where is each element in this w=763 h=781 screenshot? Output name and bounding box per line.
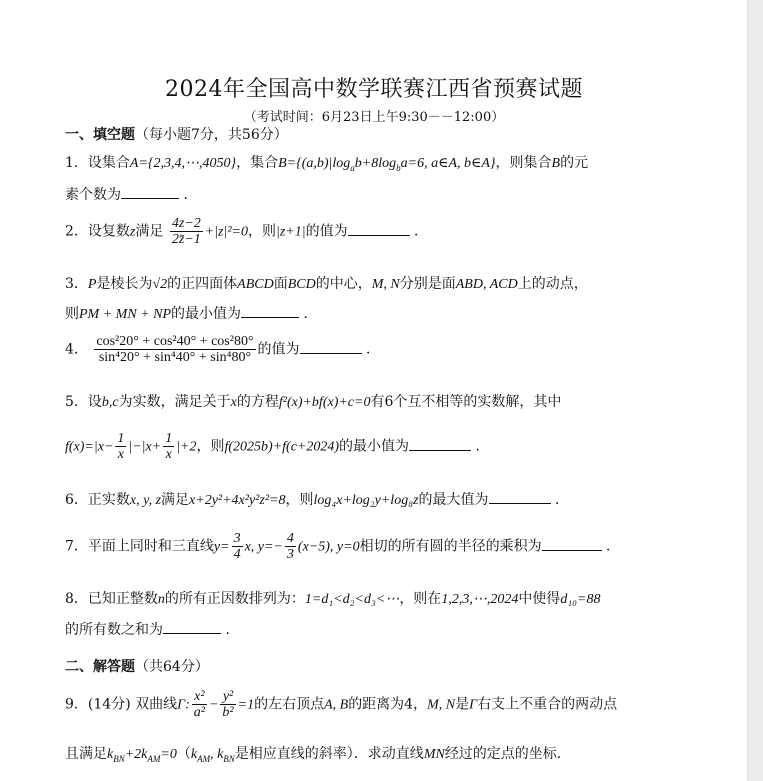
math: 1=d₁<d₂<d₃<⋯	[304, 592, 400, 607]
text: 则	[65, 306, 79, 322]
document-title: 2024年全国高中数学联赛江西省预赛试题	[165, 77, 583, 102]
section-heading-fill-in	[65, 124, 735, 144]
answer-blank	[542, 538, 602, 551]
section-note: （每小题7分，共56分）	[135, 127, 288, 143]
text: 是	[455, 696, 470, 713]
fraction-denominator: x	[117, 447, 124, 462]
math: =1	[237, 697, 255, 713]
text: 中使得	[518, 591, 561, 607]
math: +2k	[124, 747, 148, 762]
math: log₄x+log₂y+log₈z	[313, 493, 419, 508]
fraction	[285, 531, 296, 562]
math: f(2025b)+f(c+2024)	[224, 439, 340, 455]
text: ，则集合	[495, 155, 552, 171]
math: a=6, a∈A, b∈A}	[400, 156, 496, 171]
math: −	[208, 697, 219, 713]
text: 的值为	[305, 223, 348, 240]
answer-blank	[241, 305, 299, 318]
text: ，则	[285, 492, 314, 508]
exam-time: （考试时间：6月23日上午9:30－－12:00）	[243, 110, 505, 125]
text: 平面上同时和三直线	[87, 538, 214, 555]
math: B	[551, 156, 561, 171]
text: 为实数，满足关于	[118, 394, 231, 410]
math: +|z|²=0	[204, 224, 248, 240]
math-subscript: AM	[147, 753, 161, 764]
math: |z+1|	[275, 224, 306, 240]
question-number: 4．	[65, 341, 88, 358]
math: 1,2,3,⋯,2024	[441, 592, 519, 607]
text: ．	[366, 341, 380, 358]
question-9	[65, 689, 735, 720]
text: 的值为	[257, 341, 300, 358]
answer-blank	[121, 186, 179, 199]
text: （	[176, 746, 191, 762]
math: BCD	[287, 277, 316, 292]
question-5-cont	[65, 431, 735, 462]
math: √2	[152, 277, 168, 292]
section-title: 一、填空题	[65, 127, 135, 143]
math-subscript: a	[350, 162, 355, 173]
fraction-denominator: sin⁴20° + sin⁴40° + sin⁴80°	[98, 350, 252, 365]
question-number: 2．	[65, 223, 88, 240]
text: 经过的定点的坐标．	[444, 746, 571, 762]
fraction-denominator: 4	[233, 547, 241, 562]
fraction-numerator: y²	[220, 689, 235, 705]
text: 相切的所有圆的半径的乘积为	[359, 538, 542, 555]
question-number: 1．	[65, 155, 88, 171]
text: 是棱长为	[96, 276, 153, 292]
text: 满足	[161, 492, 190, 508]
fraction	[163, 431, 174, 462]
answer-blank	[163, 621, 221, 634]
question-8	[65, 588, 735, 608]
text: 有6个互不相等的实数解，其中	[370, 394, 562, 410]
text: 上的动点，	[517, 276, 588, 292]
question-number: 7．	[65, 538, 88, 555]
text: 面	[273, 276, 288, 292]
fraction-numerator: 4z−2	[171, 216, 201, 231]
fraction	[192, 689, 207, 720]
text: 的所有数之和为	[65, 622, 163, 638]
text: 的最大值为	[418, 492, 489, 508]
math: MN	[423, 747, 445, 762]
fraction	[94, 334, 255, 365]
fraction-denominator: 3	[286, 547, 294, 562]
answer-blank	[489, 491, 551, 504]
math: A, B	[324, 697, 349, 713]
math: M, N	[371, 277, 400, 292]
math: P	[87, 277, 97, 292]
text: ，集合	[236, 155, 279, 171]
math: x, y, z	[129, 493, 162, 508]
text: ，则在	[399, 591, 442, 607]
math: PM + MN + NP	[79, 307, 171, 322]
math: n	[157, 592, 165, 607]
math-subscript: BN	[223, 753, 235, 764]
math: y=	[213, 539, 230, 555]
section-note: （共64分）	[135, 659, 209, 675]
math: M, N	[427, 697, 456, 713]
math: Γ:	[177, 697, 190, 713]
fraction-numerator: cos²20° + cos²40° + cos²80°	[96, 334, 254, 349]
answer-blank	[300, 341, 362, 354]
math: b+8log	[354, 156, 397, 171]
question-1-cont	[65, 184, 735, 204]
text: ．	[225, 622, 240, 638]
math-subscript: BN	[113, 753, 125, 764]
fraction	[170, 216, 203, 247]
math: (x−5), y=0	[297, 539, 360, 555]
text: 的最小值为	[339, 438, 410, 455]
math: Γ	[469, 697, 478, 713]
text: 分别是面	[399, 276, 456, 292]
text: 的左右顶点	[254, 696, 325, 713]
question-4	[65, 334, 735, 365]
fraction-denominator: x	[165, 447, 172, 462]
text: ．	[475, 438, 490, 455]
text: ．	[414, 223, 429, 240]
text: ．	[554, 492, 569, 508]
text: 正实数	[87, 492, 130, 508]
question-number: 5．	[65, 394, 88, 410]
text: ，则	[247, 223, 276, 240]
text: 的元	[560, 155, 589, 171]
math: z	[129, 224, 136, 240]
fraction-denominator: a²	[193, 705, 205, 720]
vertical-scrollbar[interactable]	[747, 0, 763, 781]
question-number: 3．	[65, 276, 88, 292]
math: x, y=−	[244, 539, 283, 555]
math: x	[230, 395, 237, 410]
text: 满足	[135, 223, 164, 240]
text: 且满足	[65, 746, 107, 762]
text: 的所有正因数排列为：	[164, 591, 305, 607]
fraction	[115, 431, 126, 462]
section-heading-solutions	[65, 656, 735, 676]
answer-blank	[348, 223, 410, 236]
fraction	[220, 689, 235, 720]
fraction-numerator: 1	[165, 431, 173, 446]
text: 的方程	[236, 394, 279, 410]
question-3-cont	[65, 303, 735, 323]
fraction-numerator: 1	[117, 431, 125, 446]
question-3	[65, 273, 735, 293]
fraction	[232, 531, 243, 562]
text: 的距离为4，	[348, 696, 428, 713]
text: ．	[606, 538, 621, 555]
math: b,c	[101, 395, 119, 410]
question-number: 8．	[65, 591, 88, 607]
text: ．	[303, 306, 318, 322]
math: f(x)=|x−	[65, 439, 114, 455]
math: k	[107, 747, 114, 762]
text: 的最小值为	[171, 306, 241, 322]
text: 设集合	[87, 155, 130, 171]
question-9-cont	[65, 743, 735, 764]
text: 素个数为	[65, 187, 121, 203]
fraction-denominator: b²	[222, 705, 234, 720]
text: ．	[183, 187, 198, 203]
fraction-numerator: 4	[286, 531, 294, 546]
question-number: 9．	[65, 696, 88, 713]
math: =0	[160, 747, 177, 762]
answer-blank	[409, 438, 471, 451]
math: f²(x)+bf(x)+c=0	[278, 395, 371, 410]
question-5	[65, 391, 735, 411]
text: 的中心，	[315, 276, 372, 292]
text: 的正四面体	[167, 276, 238, 292]
text: (14分) 双曲线	[87, 696, 178, 713]
text: 是相应直线的斜率）．求动直线	[234, 746, 424, 762]
question-2	[65, 216, 735, 247]
question-7	[65, 531, 735, 562]
math: |−|x+	[128, 439, 162, 455]
section-title: 二、解答题	[65, 659, 135, 675]
math: A={2,3,4,⋯,4050}	[129, 156, 237, 171]
text: 设复数	[87, 223, 130, 240]
question-8-cont	[65, 619, 735, 639]
math: ABD, ACD	[455, 277, 518, 292]
text: ，则	[196, 438, 225, 455]
math: B={(a,b)|log	[278, 156, 351, 171]
question-number: 6．	[65, 492, 88, 508]
question-6	[65, 489, 735, 509]
math: ABCD	[237, 277, 274, 292]
math: d₁₀=88	[560, 592, 601, 607]
question-1	[65, 152, 735, 173]
fraction-numerator: x²	[192, 689, 207, 705]
math-subscript: b	[396, 162, 401, 173]
fraction-numerator: 3	[233, 531, 241, 546]
text: 已知正整数	[87, 591, 158, 607]
fraction-denominator: 2z̄−1	[171, 232, 201, 247]
math: , k	[210, 747, 224, 762]
math-subscript: AM	[197, 753, 211, 764]
text: 设	[87, 394, 102, 410]
math: k	[190, 747, 198, 762]
text: 右支上不重合的两动点	[477, 696, 618, 713]
math: |+2	[176, 439, 197, 455]
math: x+2y²+4x²y²z²=8	[189, 493, 286, 508]
